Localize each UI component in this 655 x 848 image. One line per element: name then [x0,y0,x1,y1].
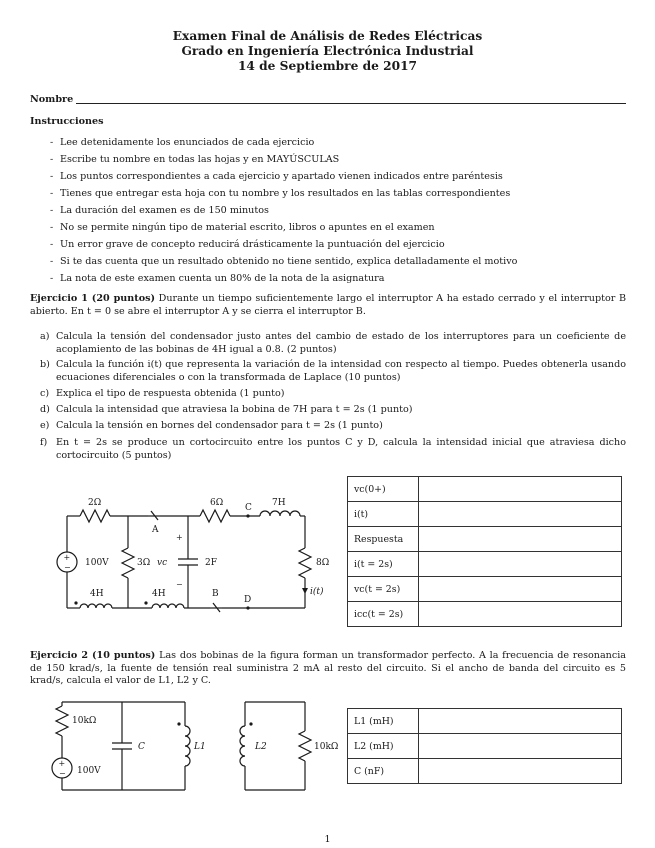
answer-cell[interactable] [419,502,622,527]
degree-title: Grado en Ingeniería Electrónica Industrial [181,44,474,58]
coupling-dot [249,722,252,725]
label-2-ohm: 2Ω [88,498,102,508]
answer-cell[interactable] [419,527,622,552]
answer-cell[interactable] [419,709,622,734]
answer-cell[interactable] [419,759,622,784]
label-7h: 7H [272,498,286,508]
exam-title: Examen Final de Análisis de Redes Eléctricas [172,29,483,43]
label-switch-b: B [212,589,219,599]
page-number: 1 [324,834,331,845]
answer-key: L1 (mH) [348,709,419,734]
resistor-10k-load [299,731,311,761]
table-row [348,527,622,552]
inductor-4h-left [80,604,112,608]
source-plus: + [58,759,66,768]
resistor-10k-source [56,706,68,736]
name-line[interactable] [76,103,626,104]
inductor-7h [260,511,300,516]
label-100v: 100V [77,766,101,776]
coupling-dot [144,601,147,604]
label-it: i(t) [310,587,324,597]
answer-key: vc(0+) [348,477,419,502]
answer-key: i(t) [348,502,419,527]
label-4h-left: 4H [90,589,104,599]
resistor-2-ohm [80,510,110,522]
table-row [348,709,622,734]
source-minus: − [59,769,66,778]
answer-key: i(t = 2s) [348,552,419,577]
answer-cell[interactable] [419,734,622,759]
label-l2: L2 [255,742,267,752]
source-minus: − [64,563,71,572]
name-label: Nombre [30,94,74,105]
label-2f: 2F [205,558,217,568]
inductor-4h-right [152,604,184,608]
answer-key: icc(t = 2s) [348,602,419,627]
exercise-1-item-e: e) Calcula la tensión en bornes del condensador para t = 2s (1 punto) [40,420,383,431]
inductor-l1 [185,726,190,766]
exercise-2-statement: Ejercicio 2 (10 puntos) Las dos bobinas de la figura forman un transformador perfecto. A la frecuencia de resonancia de 150 krad/s, la fuente de tensión real suministra 2 mA al resto del circuito. Si el ancho de banda del circuito es 5 krad/s, calcula el valor de L1, L2 y C. [30,650,627,687]
label-l1: L1 [194,742,206,752]
label-vc: vc [157,558,168,568]
label-6-ohm: 6Ω [210,498,224,508]
node-d-dot [246,606,249,609]
label-c: C [138,742,145,752]
cap-plus: + [176,533,183,542]
resistor-8-ohm [299,548,311,578]
label-switch-a: A [152,525,159,535]
exercise-1-item-a: a) Calcula la tensión del condensador justo antes del cambio de estado de los interruptores para un coeficiente de acoplamiento de las bobinas de 4H igual a 0.8. (2 puntos) [40,331,626,355]
table-row [348,477,622,502]
instruction-item: - Escribe tu nombre en todas las hojas y en MAYÚSCULAS [50,154,340,165]
answer-key: Respuesta [348,527,419,552]
label-10k-source: 10kΩ [72,716,97,726]
answer-key: vc(t = 2s) [348,577,419,602]
current-arrow-icon [302,588,308,594]
coupling-dot [177,722,180,725]
answer-key: L2 (mH) [348,734,419,759]
instruction-item: - La duración del examen es de 150 minutos [50,205,269,216]
label-node-d: D [244,595,252,605]
exercise-1-statement: Ejercicio 1 (20 puntos) Durante un tiempo suficientemente largo el interruptor A ha estado cerrado y el interruptor B abierto. En t = 0 se abre el interruptor A y se cierra el interruptor B. [30,293,626,317]
answer-cell[interactable] [419,577,622,602]
table-row [348,502,622,527]
label-3-ohm: 3Ω [137,558,151,568]
table-row [348,759,622,784]
cap-minus: − [176,580,183,589]
table-row [348,734,622,759]
answer-key: C (nF) [348,759,419,784]
table-row [348,552,622,577]
coupling-dot [74,601,77,604]
instruction-item: - Si te das cuenta que un resultado obtenido no tiene sentido, explica detalladamente el motivo [50,256,518,267]
node-c-dot [246,514,249,517]
instruction-item: - Los puntos correspondientes a cada ejercicio y apartado vienen indicados entre paréntesis [50,171,503,182]
resistor-6-ohm [200,510,230,522]
instructions-title: Instrucciones [30,116,104,127]
table-row [348,602,622,627]
label-8-ohm: 8Ω [316,558,330,568]
answer-cell[interactable] [419,602,622,627]
instruction-item: - Un error grave de concepto reducirá drásticamente la puntuación del ejercicio [50,239,445,250]
instruction-item: - Tienes que entregar esta hoja con tu nombre y los resultados en las tablas correspondientes [50,188,511,199]
resistor-3-ohm [122,548,134,578]
table-row [348,577,622,602]
exercise-1-answer-table [347,476,622,627]
exercise-1-item-b: b) Calcula la función i(t) que representa la variación de la intensidad con respecto al tiempo. Puedes obtenerla usando ecuaciones diferenciales o con la transformada de Laplace (10 puntos) [40,359,626,383]
answer-cell[interactable] [419,552,622,577]
exercise-1-item-c: c) Explica el tipo de respuesta obtenida (1 punto) [40,388,285,399]
source-plus: + [63,553,71,562]
label-node-c: C [245,503,252,513]
exam-date: 14 de Septiembre de 2017 [237,59,418,73]
instruction-item: - No se permite ningún tipo de material escrito, libros o apuntes en el examen [50,222,435,233]
label-10k-load: 10kΩ [314,742,339,752]
inductor-l2 [240,726,245,766]
exercise-2-circuit [40,696,340,796]
exercise-2-answer-table [347,708,622,784]
label-100v: 100V [85,558,109,568]
answer-cell[interactable] [419,477,622,502]
exercise-1-item-d: d) Calcula la intensidad que atraviesa la bobina de 7H para t = 2s (1 punto) [40,404,413,415]
instruction-item: - Lee detenidamente los enunciados de cada ejercicio [50,137,315,148]
exercise-1-item-f: f) En t = 2s se produce un cortocircuito entre los puntos C y D, calcula la intensidad inicial que atraviesa dicho cortocircuito (5 puntos) [40,437,626,461]
exercise-1-circuit [40,486,340,626]
instruction-item: - La nota de este examen cuenta un 80% de la nota de la asignatura [50,273,385,284]
label-4h-right: 4H [152,589,166,599]
